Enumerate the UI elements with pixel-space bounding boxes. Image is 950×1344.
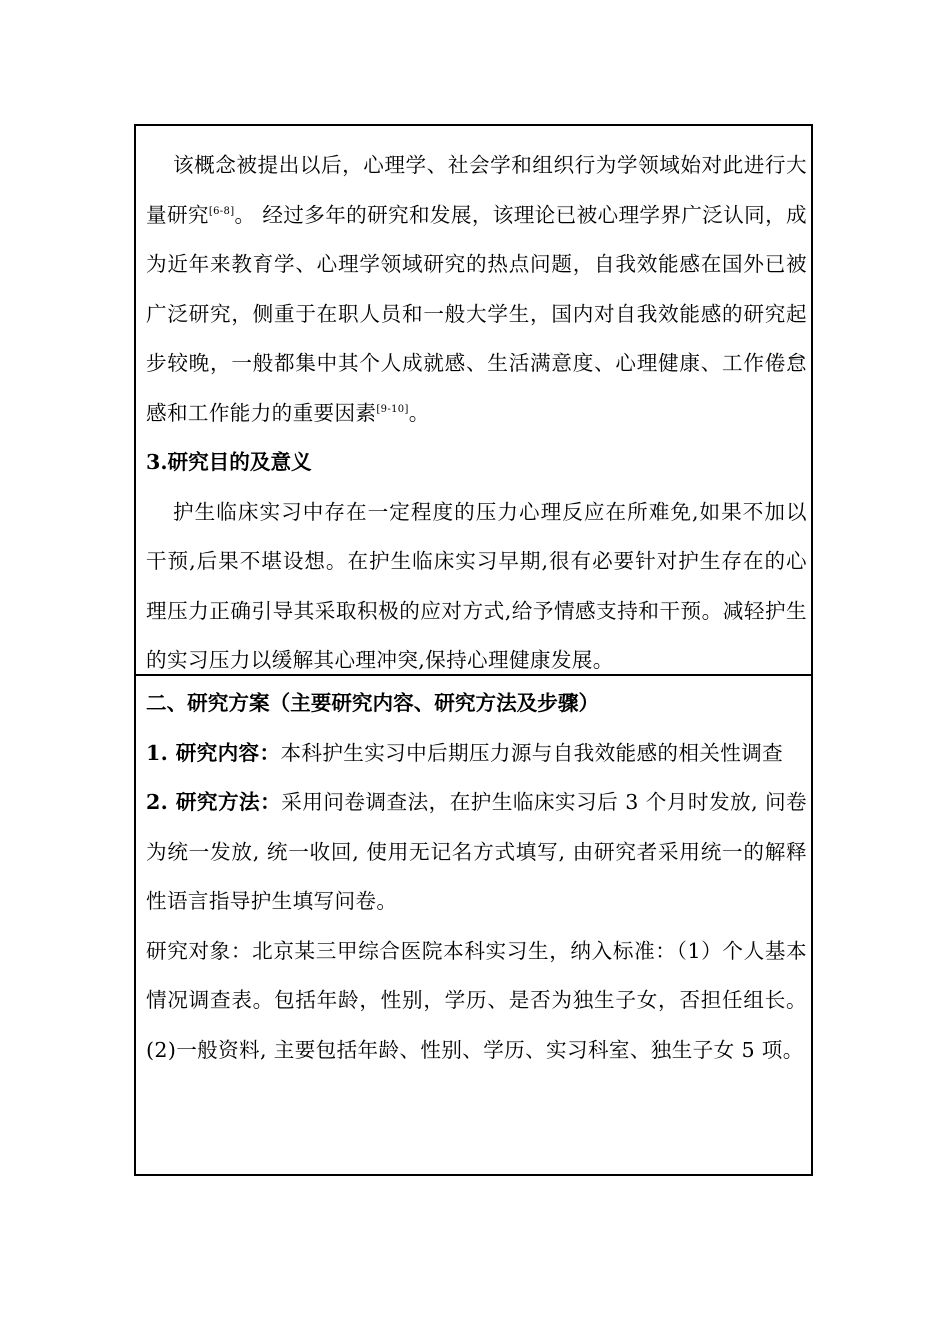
research-plan-content xyxy=(146,679,807,1075)
research-content-item xyxy=(146,729,807,779)
table-cell-research-plan xyxy=(134,674,813,1176)
paragraph-text: 该概念被提出以后，心理学、社会学和组织行为学领域始对此进行大量研究 xyxy=(146,153,807,227)
paragraph-text: 。 xyxy=(408,400,430,425)
paragraph-text: 。 经过多年的研究和发展，该理论已被心理学界广泛认同，成为近年来教育学、心理学领域研究的热点问题，自我效能感在国外已被广泛研究，侧重于在职人员和一般大学生，国内对自我效能感的研究起步较晚，一般都集中其个人成就感、生活满意度、心理健康、工作倦怠感和工作能力的重要因素 xyxy=(146,202,807,425)
paragraph-concept xyxy=(146,141,807,438)
paragraph-purpose: 护生临床实习中存在一定程度的压力心理反应在所难免,如果不加以干预,后果不堪设想。在护生临床实习早期,很有必要针对护生存在的心理压力正确引导其采取积极的应对方式,给予情感支持和干预。减轻护生的实习压力以缓解其心理冲突,保持心理健康发展。 xyxy=(146,499,807,672)
research-subjects-paragraph: 研究对象：北京某三甲综合医院本科实习生，纳入标准：（1）个人基本情况调查表。包括年龄，性别，学历、是否为独生子女，否担任组长。(2)一般资料, 主要包括年龄、性别、学历、实习科室、独生子女 5 项。 xyxy=(146,938,807,1062)
section-heading-purpose: 3.研究目的及意义 xyxy=(146,450,312,474)
background-content xyxy=(146,141,807,686)
item-label: 2. 研究方法： xyxy=(146,790,282,814)
item-label: 1. 研究内容： xyxy=(146,740,281,765)
item-text: 采用问卷调查法，在护生临床实习后 3 个月时发放, 问卷为统一发放, 统一收回, 使用无记名方式填写, 由研究者采用统一的解释性语言指导护生填写问卷。 xyxy=(146,790,808,913)
research-method-item xyxy=(146,778,807,927)
citation: [6-8] xyxy=(208,205,235,217)
table-cell-background xyxy=(134,124,813,676)
section-heading-plan: 二、研究方案（主要研究内容、研究方法及步骤） xyxy=(146,691,600,715)
citation: [9-10] xyxy=(376,403,409,415)
item-text: 本科护生实习中后期压力源与自我效能感的相关性调查 xyxy=(280,740,784,765)
